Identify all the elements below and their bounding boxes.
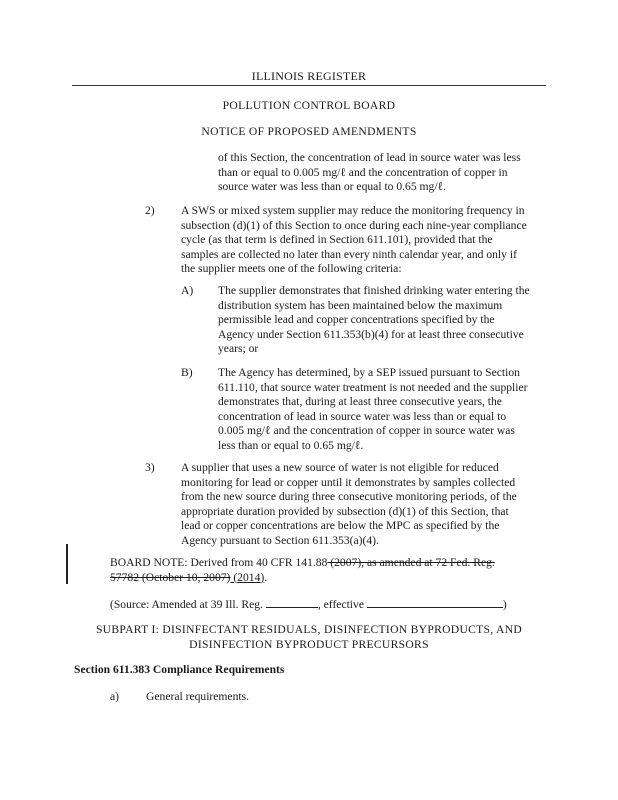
- board-note-inserted-text: (2014): [230, 570, 265, 584]
- source-middle: , effective: [317, 598, 367, 611]
- item-2a-label: A): [181, 284, 194, 297]
- notice-title: NOTICE OF PROPOSED AMENDMENTS: [201, 125, 417, 138]
- item-2a-line: distribution system has been maintained below the maximum: [218, 298, 503, 312]
- item-2b-line: 611.110, that source water treatment is not needed and the supplier: [218, 380, 528, 394]
- item-2b-line: less than or equal to 0.65 mg/ℓ.: [218, 438, 364, 452]
- item-2a-paragraph: [218, 284, 530, 357]
- register-title: ILLINOIS REGISTER: [251, 69, 367, 83]
- effective-date-blank: [367, 596, 503, 608]
- item-2a-line: Agency under Section 611.353(b)(4) for at least three consecutive: [218, 327, 524, 341]
- board-note-suffix: .: [264, 570, 268, 584]
- continuation-paragraph: [218, 151, 521, 195]
- source-line: [110, 596, 507, 613]
- board-note-prefix: BOARD NOTE: Derived from 40 CFR 141.88: [110, 556, 328, 569]
- section-heading: Section 611.383 Compliance Requirements: [74, 663, 285, 676]
- board-note-deleted-text: (2007), as amended at 72 Fed. Reg.: [327, 556, 495, 569]
- item-2-line: subsection (d)(1) of this Section to once during each nine-year compliance: [181, 218, 527, 232]
- item-2-paragraph: [181, 204, 527, 277]
- source-prefix: (Source: Amended at 39 Ill. Reg.: [110, 598, 266, 611]
- item-2b-line: 0.005 mg/ℓ and the concentration of copper in source water was: [218, 424, 515, 438]
- item-2a-line: years; or: [218, 342, 259, 356]
- item-3-line: Agency pursuant to Section 611.353(a)(4).: [181, 533, 379, 547]
- item-3-line: from the new source during three consecutive monitoring periods, of the: [181, 490, 517, 504]
- item-3-line: appropriate duration provided by subsection (d)(1) of this Section, that: [181, 504, 509, 518]
- subpart-heading-line2: DISINFECTION BYPRODUCT PRECURSORS: [189, 638, 429, 651]
- item-2a-line: The supplier demonstrates that finished drinking water entering the: [218, 284, 530, 297]
- item-a-text: General requirements.: [146, 690, 250, 703]
- header-rule: [72, 85, 546, 86]
- item-3-line: A supplier that uses a new source of water is not eligible for reduced: [181, 461, 499, 474]
- item-2b-paragraph: [218, 366, 528, 454]
- continuation-line: source water was less than or equal to 0.65 mg/ℓ.: [218, 180, 447, 194]
- item-2b-line: demonstrates that, during at least three consecutive years, the: [218, 395, 502, 409]
- item-3-paragraph: [181, 461, 517, 549]
- continuation-line: of this Section, the concentration of lead in source water was less: [218, 151, 521, 164]
- item-2-line: the supplier meets one of the following criteria:: [181, 262, 402, 276]
- item-3-number: 3): [145, 461, 155, 474]
- item-3-line: lead or copper concentrations are below the MPC as specified by the: [181, 519, 500, 533]
- item-2b-line: concentration of lead in source water was less than or equal to: [218, 409, 507, 423]
- item-2-number: 2): [145, 204, 155, 217]
- item-2b-label: B): [181, 366, 193, 379]
- board-name: POLLUTION CONTROL BOARD: [222, 99, 396, 112]
- item-3-line: monitoring for lead or copper until it demonstrates by samples collected: [181, 475, 516, 489]
- item-2b-line: The Agency has determined, by a SEP issued pursuant to Section: [218, 366, 520, 379]
- source-suffix: ): [502, 598, 507, 611]
- board-note: [110, 556, 495, 585]
- revision-change-bar: [66, 544, 68, 584]
- item-2-line: cycle (as that term is defined in Section 611.101), provided that the: [181, 233, 493, 247]
- item-2-line: A SWS or mixed system supplier may reduce the monitoring frequency in: [181, 204, 525, 217]
- item-a-label: a): [110, 690, 120, 703]
- register-page-blank: [266, 596, 318, 608]
- board-note-deleted-text: 57782 (October 10, 2007): [110, 570, 231, 584]
- item-2a-line: permissible lead and copper concentrations specified by the: [218, 313, 495, 327]
- item-2-line: samples are collected no later than every ninth calendar year, and only if: [181, 247, 517, 261]
- subpart-heading-line1: SUBPART I: DISINFECTANT RESIDUALS, DISINFECTION BYPRODUCTS, AND: [95, 623, 523, 636]
- continuation-line: than or equal to 0.005 mg/ℓ and the concentration of copper in: [218, 165, 508, 179]
